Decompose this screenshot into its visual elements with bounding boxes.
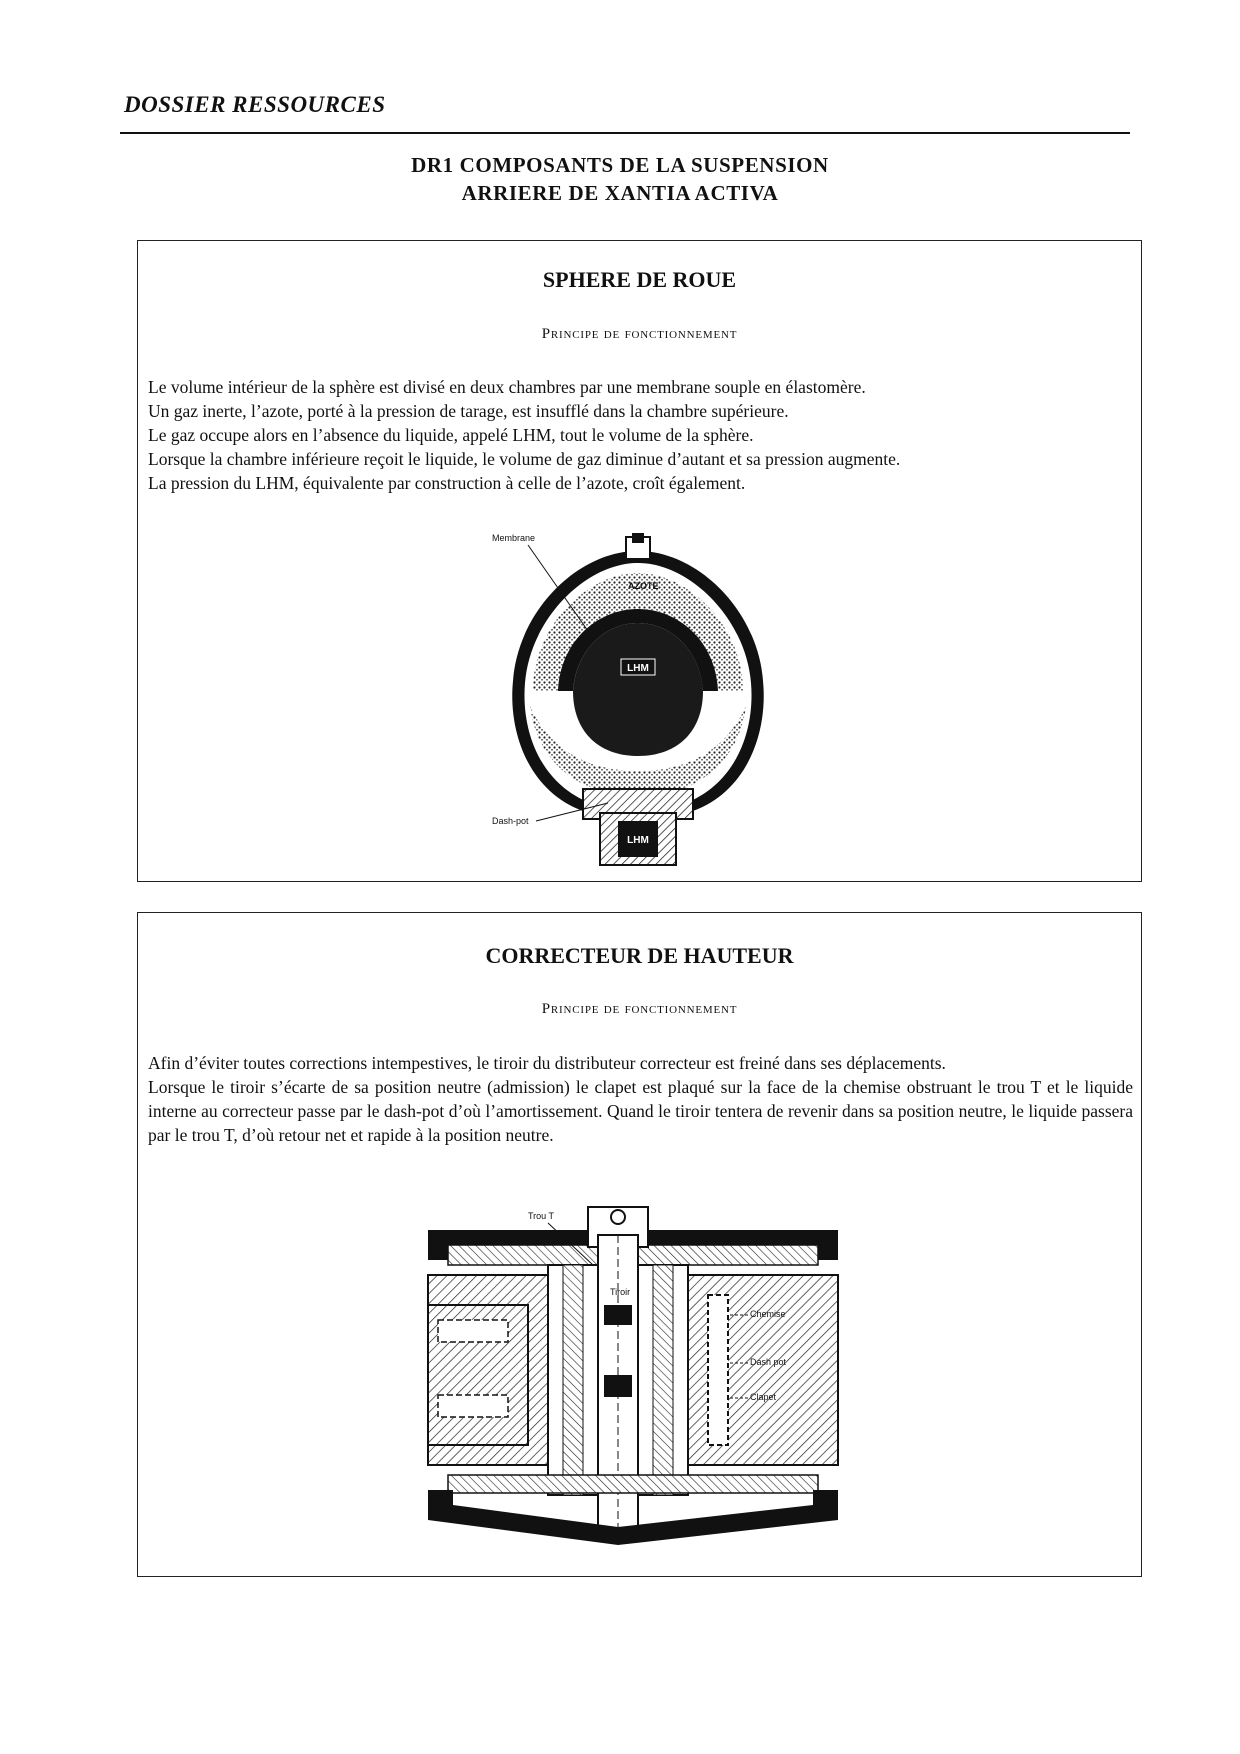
- correcteur-figure: [418, 1205, 848, 1565]
- sphere-label-lhm: LHM: [627, 663, 649, 674]
- section1-text: [148, 375, 1133, 495]
- document-title-line1: DR1 COMPOSANTS DE LA SUSPENSION: [411, 153, 829, 177]
- section1-line: Un gaz inerte, l’azote, porté à la pression de tarage, est insufflé dans la chambre supérieure.: [148, 401, 789, 421]
- header-title: DOSSIER RESSOURCES: [124, 92, 386, 117]
- section1-subtitle: Principe de fonctionnement: [541, 326, 738, 342]
- correcteur-label-dashpot: Dash pot: [750, 1357, 787, 1367]
- correcteur-label-clapet: Clapet: [750, 1392, 777, 1402]
- section1-title: SPHERE DE ROUE: [542, 267, 737, 292]
- sphere-label-dashpot: Dash-pot: [492, 816, 529, 826]
- sphere-label-lhm-bottom: LHM: [627, 835, 649, 846]
- section-correcteur-de-hauteur: [137, 912, 1142, 1577]
- sphere-label-membrane: Membrane: [492, 533, 536, 543]
- section1-line: La pression du LHM, équivalente par construction à celle de l’azote, croît également.: [148, 473, 746, 493]
- header-rule: [120, 132, 1130, 134]
- section2-paragraph2: Lorsque le tiroir s’écarte de sa position neutre (admission) le clapet est plaqué sur la face de la chemise obstruant le trou T et le liquide interne au correcteur passe par le dash-pot d’où l’amortissement. Quand le tiroir tentera de revenir dans sa position neutre, le liquide passera par le trou T, d’où retour net et rapide à la position neutre.: [148, 1077, 1133, 1145]
- sphere-figure: [488, 531, 788, 871]
- section2-title: CORRECTEUR DE HAUTEUR: [485, 943, 794, 968]
- section-sphere-de-roue: [137, 240, 1142, 882]
- document-title-line2: ARRIERE DE XANTIA ACTIVA: [461, 181, 779, 205]
- correcteur-label-chemise: Chemise: [750, 1309, 786, 1319]
- section2-paragraph1: Afin d’éviter toutes corrections intempestives, le tiroir du distributeur correcteur est freiné dans ses déplacements.: [148, 1053, 946, 1073]
- section2-subtitle: Principe de fonctionnement: [541, 1001, 738, 1017]
- section2-text: [148, 1051, 1133, 1147]
- section1-line: Le volume intérieur de la sphère est divisé en deux chambres par une membrane souple en élastomère.: [148, 377, 866, 397]
- sphere-label-azote: AZOTE: [628, 581, 659, 591]
- section1-line: Le gaz occupe alors en l’absence du liquide, appelé LHM, tout le volume de la sphère.: [148, 425, 754, 445]
- correcteur-label-tiroir: Tiroir: [610, 1287, 631, 1297]
- section1-line: Lorsque la chambre inférieure reçoit le liquide, le volume de gaz diminue d’autant et sa pression augmente.: [148, 449, 901, 469]
- correcteur-label-trou: Trou T: [528, 1211, 555, 1221]
